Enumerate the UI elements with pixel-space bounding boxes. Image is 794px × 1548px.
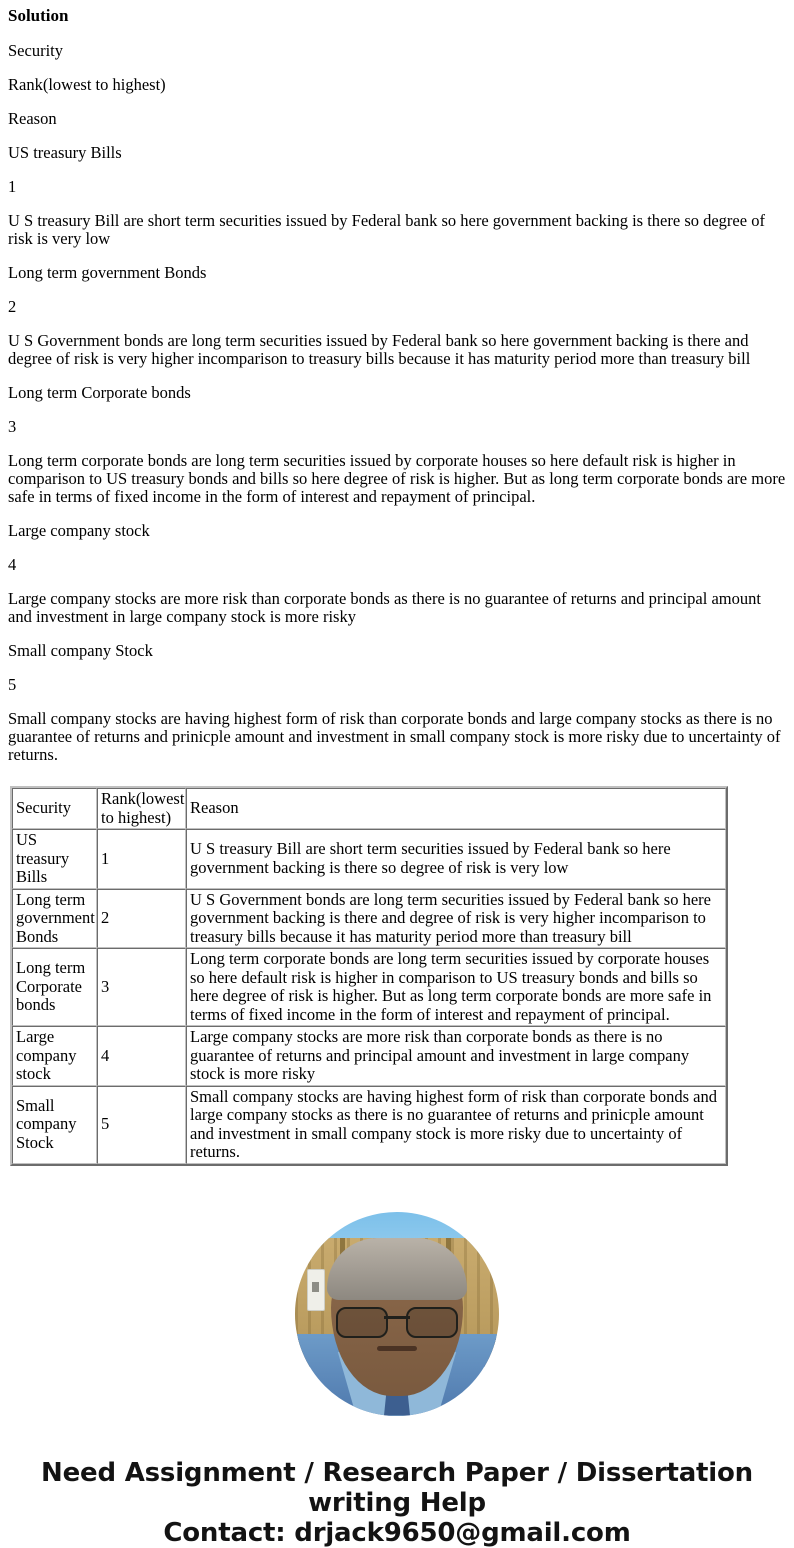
paragraph-reason-5: Small company stocks are having highest form of risk than corporate bonds and large company stocks as there is no guarantee of returns and prinicple amount and investment in small company stock is more risky due to uncertainty of returns. [8,709,781,764]
photo-wall-switch [307,1269,325,1311]
paragraph-rank-3: 3 [8,417,17,436]
cell-security: Large company stock [12,1026,97,1086]
paragraph-reason-3: Long term corporate bonds are long term securities issued by corporate houses so here default risk is higher in comparison to US treasury bonds and bills so here degree of risk is higher. But as long term corporate bonds are more safe in terms of fixed income in the form of interest and repayment of principal. [8,451,786,506]
cell-rank: 4 [97,1026,186,1086]
photo-section [0,1212,794,1416]
paragraph-long-term-government-bonds: Long term government Bonds [8,263,207,282]
footer-line-1: Need Assignment / Research Paper / Dissertation [41,1457,753,1488]
cell-reason: Large company stocks are more risk than corporate bonds as there is no guarantee of returns and principal amount and investment in large company stock is more risky [186,1026,726,1086]
cell-security: Small company Stock [12,1086,97,1164]
cell-rank: 5 [97,1086,186,1164]
photo-mouth [377,1346,417,1351]
cell-security: US treasury Bills [12,829,97,889]
cell-reason: Small company stocks are having highest form of risk than corporate bonds and large company stocks as there is no guarantee of returns and prinicple amount and investment in small company stock is more risky due to uncertainty of returns. [186,1086,726,1164]
risk-rank-table [10,786,728,1166]
paragraph-reason-header: Reason [8,109,57,128]
table-row [12,1086,726,1164]
paragraph-reason-1: U S treasury Bill are short term securities issued by Federal bank so here government backing is there so degree of risk is very low [8,211,765,248]
paragraph-security: Security [8,41,63,60]
paragraph-reason-4: Large company stocks are more risk than corporate bonds as there is no guarantee of returns and principal amount and investment in large company stock is more risky [8,589,761,626]
table-header-rank: Rank(lowest to highest) [97,788,186,829]
paragraph-rank-4: 4 [8,555,17,574]
cell-reason: U S treasury Bill are short term securities issued by Federal bank so here government backing is there so degree of risk is very low [186,829,726,889]
glasses-icon [336,1307,458,1335]
cell-rank: 1 [97,829,186,889]
footer-line-2: writing Help [308,1487,486,1518]
cell-security: Long term government Bonds [12,889,97,949]
photo-hair [327,1238,467,1300]
footer-contact-email: Contact: drjack9650@gmail.com [163,1517,631,1548]
document-page [0,6,794,1166]
table-row [12,1026,726,1086]
paragraph-rank-2: 2 [8,297,17,316]
cell-rank: 3 [97,948,186,1026]
table-row [12,829,726,889]
paragraph-large-company-stock: Large company stock [8,521,150,540]
paragraph-small-company-stock: Small company Stock [8,641,153,660]
paragraph-rank-5: 5 [8,675,17,694]
paragraph-rank-header: Rank(lowest to highest) [8,75,166,94]
footer-promo [0,1458,794,1548]
avatar [295,1212,499,1416]
cell-rank: 2 [97,889,186,949]
paragraph-us-treasury-bills: US treasury Bills [8,143,122,162]
table-header-row [12,788,726,829]
cell-reason: Long term corporate bonds are long term securities issued by corporate houses so here default risk is higher in comparison to US treasury bonds and bills so here degree of risk is higher. But as long term corporate bonds are more safe in terms of fixed income in the form of interest and repayment of principal. [186,948,726,1026]
paragraph-reason-2: U S Government bonds are long term securities issued by Federal bank so here government backing is there and degree of risk is very higher incomparison to treasury bills because it has maturity period more than treasury bill [8,331,751,368]
paragraph-rank-1: 1 [8,177,17,196]
table-row [12,948,726,1026]
table-header-security: Security [12,788,97,829]
page-title: Solution [8,6,69,25]
photo-lens-left [336,1307,388,1338]
photo-lens-right [406,1307,458,1338]
cell-security: Long term Corporate bonds [12,948,97,1026]
table-row [12,889,726,949]
paragraph-long-term-corporate-bonds: Long term Corporate bonds [8,383,191,402]
table-header-reason: Reason [186,788,726,829]
cell-reason: U S Government bonds are long term securities issued by Federal bank so here government backing is there and degree of risk is very higher incomparison to treasury bills because it has maturity period more than treasury bill [186,889,726,949]
